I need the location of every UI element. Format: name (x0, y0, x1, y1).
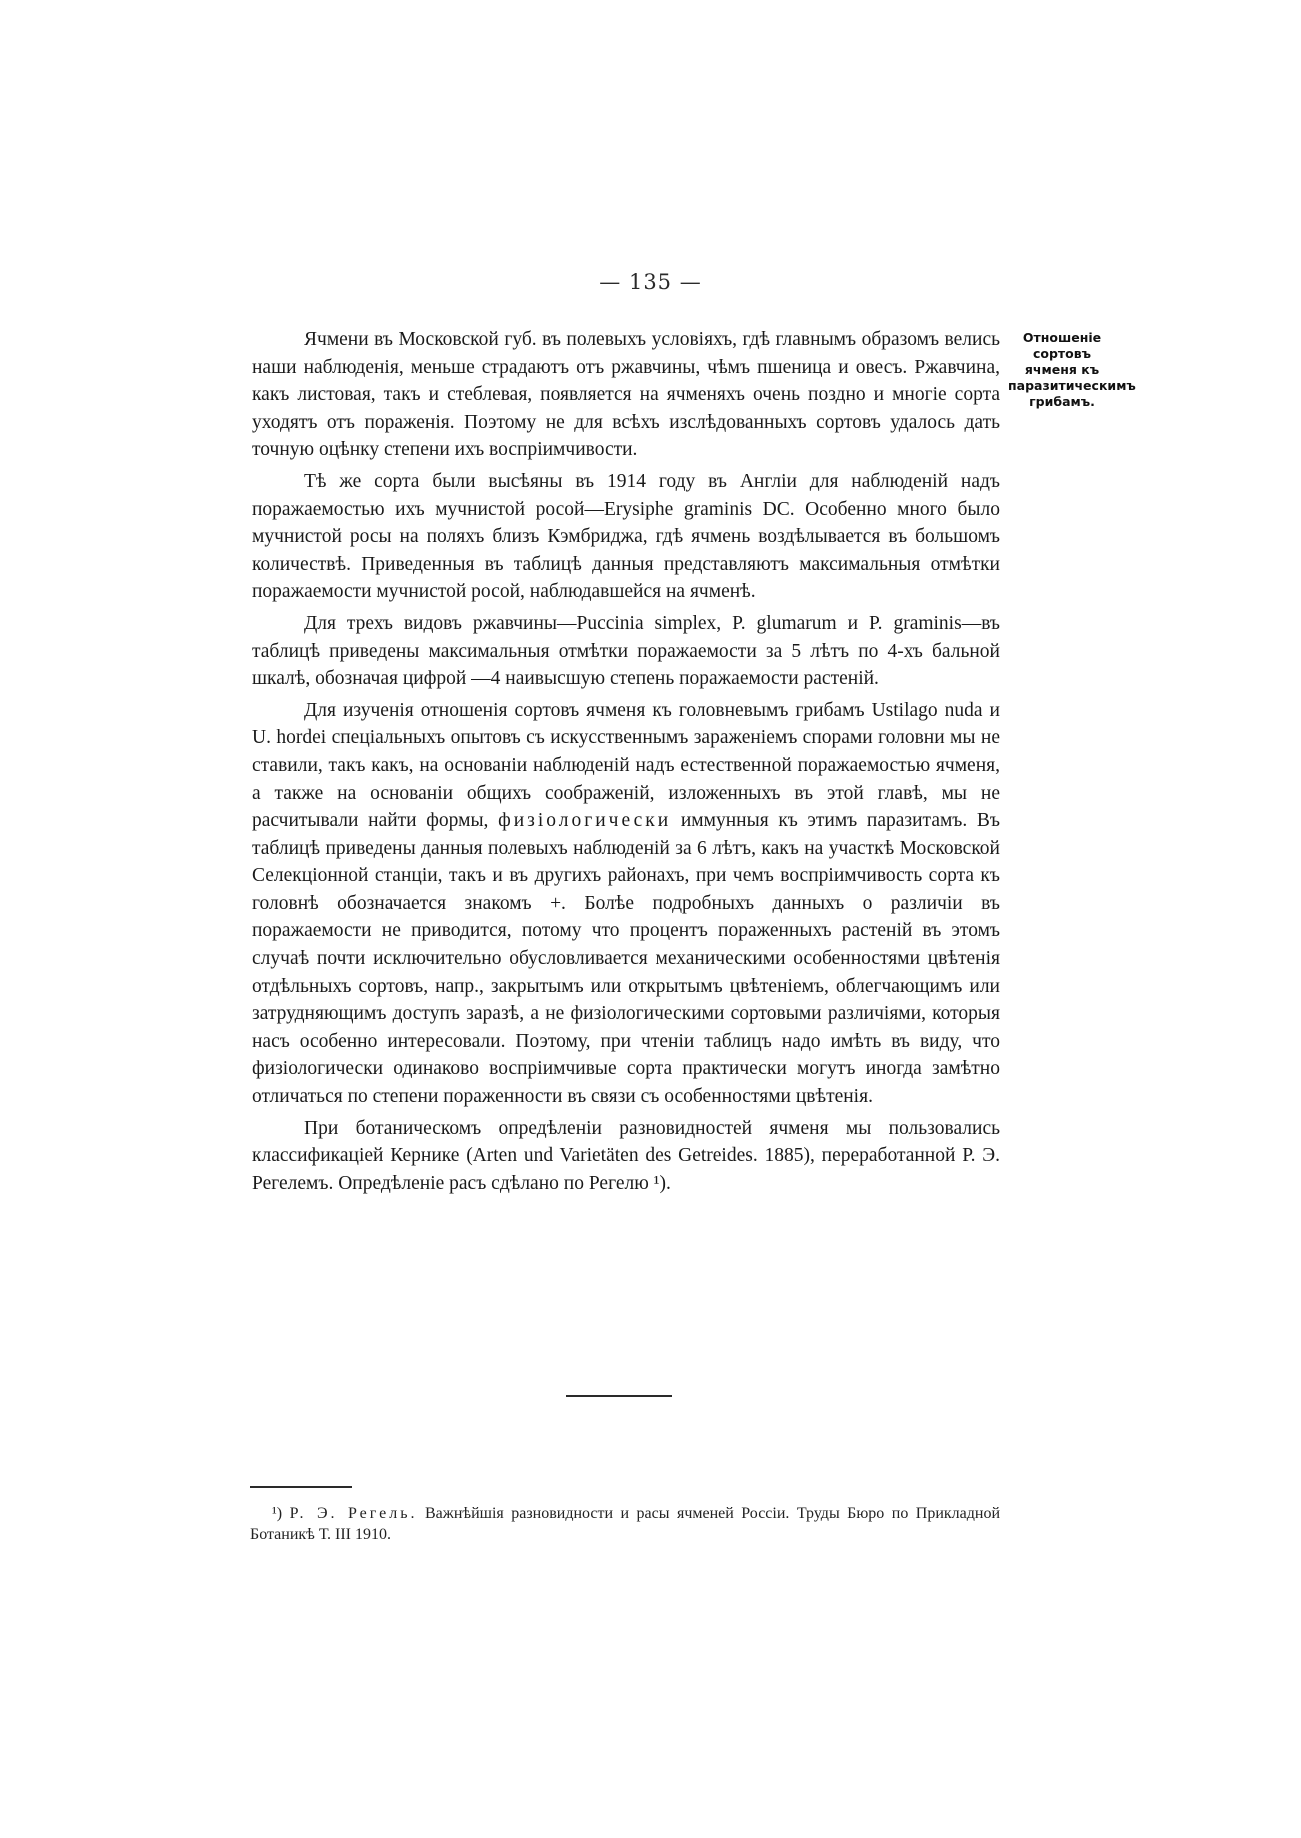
footnote-author: Р. Э. Регель. (289, 1505, 418, 1522)
footnote (250, 1503, 1000, 1545)
paragraph-4 (252, 697, 1000, 1111)
margin-note: Отношенiе сортовъ ячменя къ паразитическимъ грибамъ. (1008, 330, 1136, 409)
footnote-text: Важнѣйшiя разновидности и расы ячменей Россiи. Труды Бюро по Прикладной Ботаникѣ Т. III 1910. (250, 1505, 1001, 1543)
body-text (252, 326, 1000, 1201)
paragraph-1: Ячмени въ Московской губ. въ полевыхъ условiяхъ, гдѣ главнымъ образомъ велись наши наблюденiя, меньше страдаютъ отъ ржавчины, чѣмъ пшеница и овесъ. Ржавчина, какъ листовая, такъ и стеблевая, появляется на ячменяхъ очень поздно и многiе сорта уходятъ отъ пораженiя. Поэтому не для всѣхъ изслѣдованныхъ сортовъ удалось дать точную оцѣнку степени ихъ воспрiимчивости. (252, 329, 1000, 461)
paragraph-2: Тѣ же сорта были высѣяны въ 1914 году въ Англiи для наблюденiй надъ поражаемостью ихъ мучнистой росой—Erysiphe graminis DC. Особенно много было мучнистой росы на поляхъ близъ Кэмбриджа, гдѣ ячмень воздѣлывается въ большомъ количествѣ. Приведенныя въ таблицѣ данныя представляютъ максимальныя отмѣтки поражаемости мучнистой росой, наблюдавшейся на ячменѣ. (252, 470, 1000, 603)
paragraph-4-spaced-word: физiологически (498, 810, 672, 832)
paragraph-3: Для трехъ видовъ ржавчины—Puccinia simplex, P. glumarum и P. graminis—въ таблицѣ приведены максимальныя отмѣтки поражаемости за 5 лѣтъ по 4-хъ бальной шкалѣ, обозначая цифрой —4 наивысшую степень поражаемости растенiй. (252, 612, 1000, 690)
paragraph-5: При ботаническомъ опредѣленiи разновидностей ячменя мы пользовались классификацiей Кернике (Arten und Varietäten des Getreides. 1885), переработанной Р. Э. Регелемъ. Опредѣленiе расъ сдѣлано по Регелю ¹). (252, 1117, 1000, 1194)
paragraph-4-part-1: Для изученiя отношенiя сортовъ ячменя къ головневымъ грибамъ Ustilago nuda и U. hordei спецiальныхъ опытовъ съ искусственнымъ зараженiемъ спорами головни мы не ставили, такъ какъ, на основанiи наблюденiй надъ естественной поражаемостью ячменя, а также на основанiи общихъ соображенiй, изложенныхъ въ этой главѣ, мы не расчитывали найти формы, (252, 699, 1000, 832)
page-number: — 135 — (599, 270, 702, 294)
section-divider (566, 1395, 672, 1397)
footnote-marker: ¹) (272, 1505, 283, 1522)
footnote-divider (250, 1486, 352, 1488)
paragraph-4-part-2: иммунныя къ этимъ паразитамъ. Въ таблицѣ приведены данныя полевыхъ наблюденiй за 6 лѣтъ, какъ на участкѣ Московской Селекцiонной станцiи, такъ и въ другихъ районахъ, при чемъ воспрiимчивость сорта къ головнѣ обозначается знакомъ +. Болѣе подробныхъ данныхъ о различiи въ поражаемости не приводится, потому что процентъ пораженныхъ растенiй въ этомъ случаѣ почти исключительно обусловливается механическими особенностями цвѣтенiя отдѣльныхъ сортовъ, напр., закрытымъ или открытымъ цвѣтенiемъ, облегчающимъ или затрудняющимъ доступъ заразѣ, а не физiологическими сортовыми различiями, которыя насъ особенно интересовали. Поэтому, при чтенiи таблицъ надо имѣть въ виду, что физiологически одинаково воспрiимчивые сорта практически могутъ иногда замѣтно отличаться по степени пораженности въ связи съ особенностями цвѣтенiя. (252, 810, 1001, 1108)
